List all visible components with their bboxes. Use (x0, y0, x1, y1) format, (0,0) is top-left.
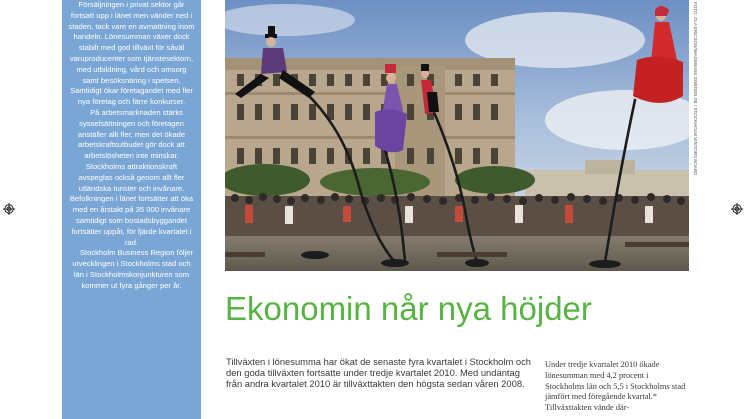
article-headline: Ekonomin når nya höjder (225, 290, 592, 327)
article-column-text: Under tredje kvartalet 2010 ökade lönesumman med 4,2 procent i Stockholms län och 5,5 i Stockholms stad jämfört med föregående kvartal.* Tillväxttakten vände där- (545, 360, 686, 413)
sidebar-box (62, 0, 201, 419)
sidebar-paragraph: På arbetsmarknaden stärks sysselsättningen och företagen anställer allt fler, men det ökade arbetskraftsutbudet gör dock att arbetslösheten inte minskar. Stockholms attraktionskraft avspeglas också genom allt fler utländska turister och invånare. Befolkningen i länet fortsätter att öka med en årstakt på 35 000 invånare samtidigt som bostadsbyggandet fortsätter uppåt, för fjärde kvartalet i rad. (69, 107, 194, 247)
article-lead: Tillväxten i lönesumma har ökat de senaste fyra kvartalet i Stockholm och den goda tillväxten fortsatte under tredje kvartalet 2010. Med undantag från andra kvartalet 2010 är tillväxttakten den högsta sedan våren 2008. (226, 356, 531, 389)
sidebar-paragraph: Stockholm Business Region följer utvecklingen i Stockholms stad och län i Stockholmskonjunkturen som kommer ut fyra gånger per år. (72, 248, 194, 290)
sidebar-text (62, 0, 201, 292)
stilt-performers-photo (225, 0, 689, 271)
photo-credit: FOTO: OLA ERICSON/IMAGEBANK.SWEDEN.SE / STOCKHOLM VISITORS BOARD (693, 2, 698, 176)
registration-mark-right (731, 203, 743, 215)
photo-illustration (225, 0, 689, 271)
registration-mark-left (3, 203, 15, 215)
sidebar-paragraph: Försäljningen i privat sektor går fortsatt upp i länet men vänder ned i staden, tack vare en avmattning inom handeln. Lönesumman växer dock stabilt med god tillväxt för såväl varuproducenter som tjänstesektorn, med utbildning, vård och omsorg samt besöksnäring i spetsen. Samtidigt ökar företagandet med fler nya företag och färre konkurser. (68, 0, 195, 107)
